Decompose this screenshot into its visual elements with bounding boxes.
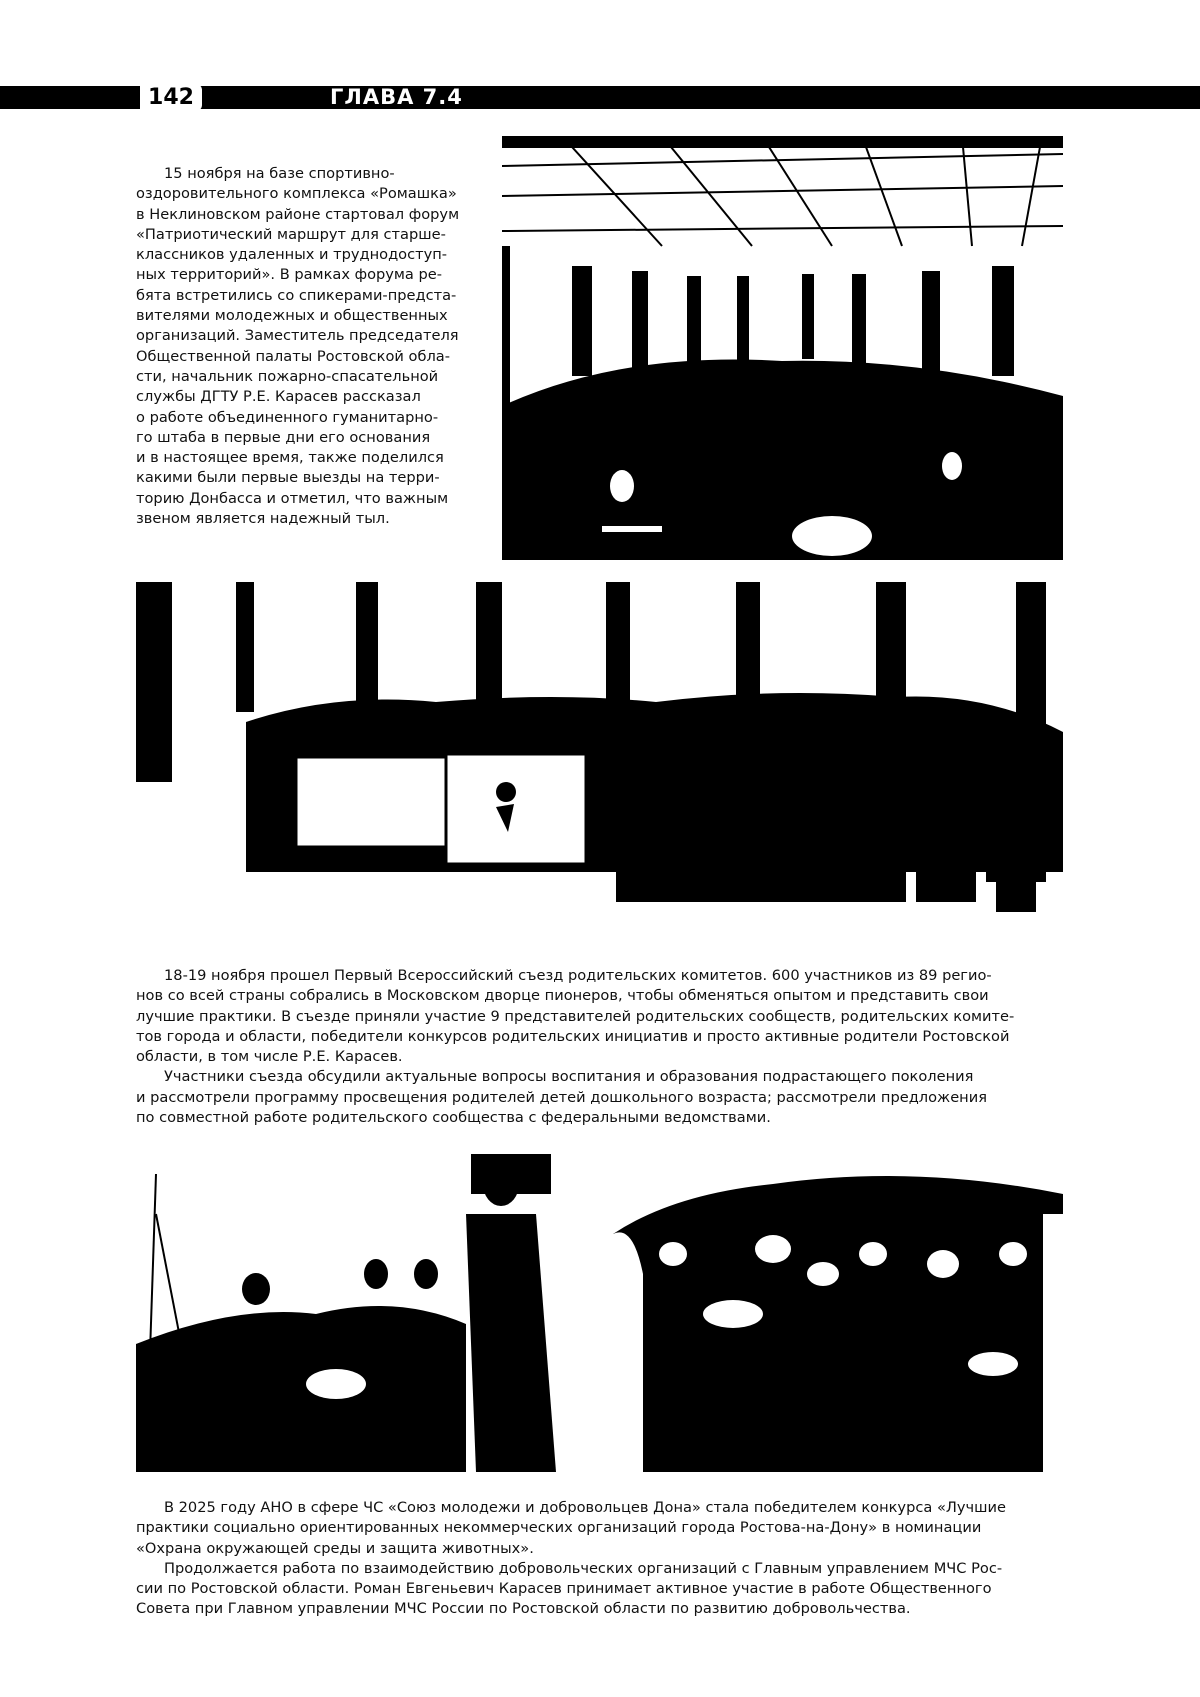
page-number: 142: [140, 84, 202, 111]
text-line: службы ДГТУ Р.Е. Карасев рассказал: [136, 388, 421, 406]
text-line: Общественной палаты Ростовской обла-: [136, 347, 451, 365]
text-line: Участники съезда обсудили актуальные вопросы воспитания и образования подрастающего поколения: [164, 1068, 974, 1086]
text-line: Продолжается работа по взаимодействию добровольческих организаций с Главным управлением МЧС Рос-: [164, 1559, 1003, 1577]
text-line: и рассмотрели программу просвещения родителей детей дошкольного возраста; рассмотрели предложения: [136, 1088, 987, 1106]
text-line: сии по Ростовской области. Роман Евгеньевич Карасев принимает активное участие в работе Общественного: [136, 1580, 992, 1598]
congress-paragraph: [136, 966, 1063, 1128]
text-line: по совместной работе родительского сообщества с федеральными ведомствами.: [136, 1109, 771, 1127]
text-line: «Патриотический маршрут для старше-: [136, 225, 446, 243]
text-line: 15 ноября на базе спортивно-: [164, 165, 395, 182]
photo-group: [136, 582, 1063, 940]
text-line: звеном является надежный тыл.: [136, 510, 390, 528]
text-line: о работе объединенного гуманитарно-: [136, 408, 439, 426]
text-line: оздоровительного комплекса «Ромашка»: [136, 185, 457, 203]
photo-forum-hall: [502, 136, 1063, 560]
text-line: тов города и области, победители конкурсов родительских инициатив и просто активные родители Ростовской: [136, 1027, 1010, 1045]
photo-audience-right: [613, 1154, 1063, 1472]
photo-meeting-left: [136, 1154, 587, 1472]
text-line: «Охрана окружающей среды и защита животных».: [136, 1539, 534, 1557]
text-line: бята встретились со спикерами-предста-: [136, 286, 457, 304]
text-line: в Неклиновском районе стартовал форум: [136, 205, 460, 223]
text-line: области, в том числе Р.Е. Карасев.: [136, 1048, 403, 1066]
text-line: организаций. Заместитель председателя: [136, 327, 459, 345]
text-line: Совета при Главном управлении МЧС России по Ростовской области по развитию добровольчества.: [136, 1600, 911, 1618]
text-line: какими были первые выезды на терри-: [136, 469, 440, 487]
chapter-title: ГЛАВА 7.4: [330, 85, 463, 109]
award-paragraph: [136, 1498, 1063, 1620]
text-line: 18-19 ноября прошел Первый Всероссийский съезд родительских комитетов. 600 участников из 89 регио-: [164, 967, 992, 984]
text-line: сти, начальник пожарно-спасательной: [136, 367, 439, 385]
text-line: вителями молодежных и общественных: [136, 307, 448, 325]
text-line: го штаба в первые дни его основания: [136, 428, 431, 446]
text-line: ных территорий». В рамках форума ре-: [136, 266, 443, 284]
text-line: классников удаленных и труднодоступ-: [136, 246, 448, 264]
text-line: практики социально ориентированных некоммерческих организаций города Ростова-на-Дону» в номинации: [136, 1519, 982, 1537]
text-line: торию Донбасса и отметил, что важным: [136, 489, 449, 507]
text-line: лучшие практики. В съезде приняли участие 9 представителей родительских сообществ, родительских комите-: [136, 1007, 1015, 1025]
text-line: нов со всей страны собрались в Московском дворце пионеров, чтобы обменяться опытом и представить свои: [136, 987, 989, 1005]
text-line: и в настоящее время, также поделился: [136, 449, 444, 467]
intro-paragraph: [136, 164, 488, 529]
text-line: В 2025 году АНО в сфере ЧС «Союз молодежи и добровольцев Дона» стала победителем конкурса «Лучшие: [164, 1499, 1006, 1516]
